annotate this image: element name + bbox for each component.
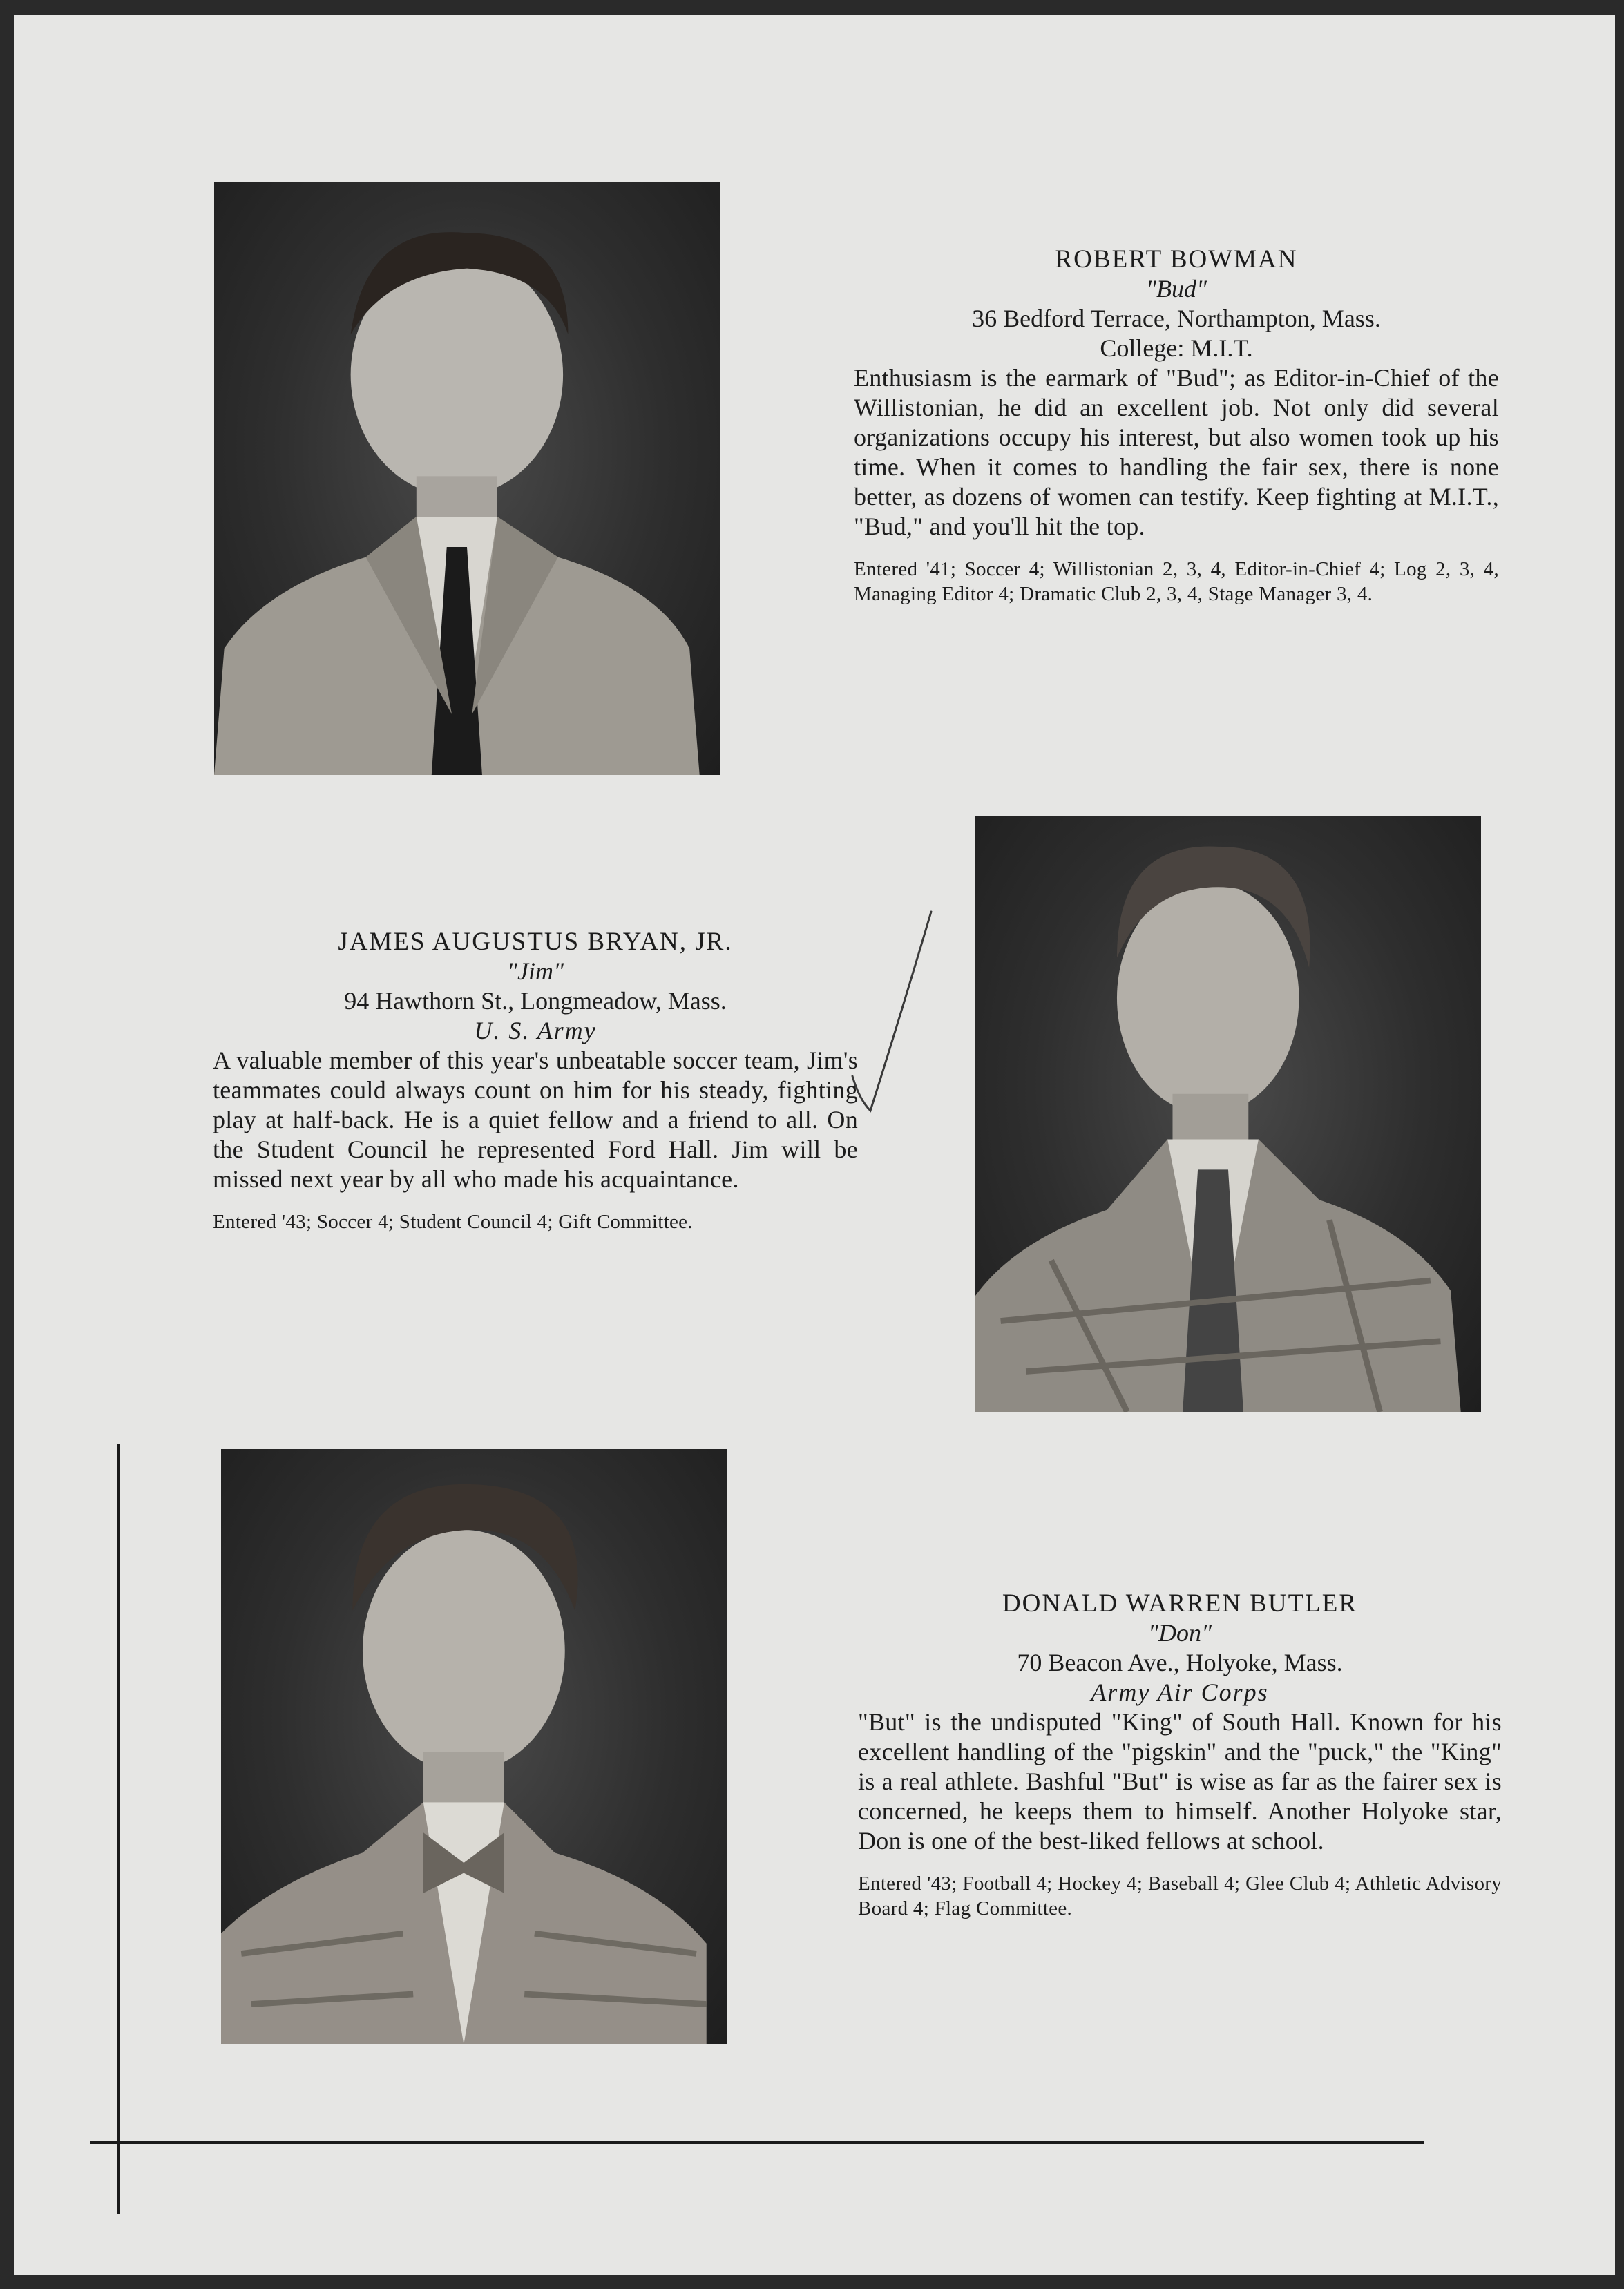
student-description: A valuable member of this year's unbeatable soccer team, Jim's teammates could always count on him for his steady, fighting play at half-back. He is a quiet fellow and a friend to all. On the Student Council he represented Ford Hall. Jim will be missed next year by all who made his acquaintance. (213, 1046, 858, 1193)
student-record: Entered '41; Soccer 4; Willistonian 2, 3, 4, Editor-in-Chief 4; Log 2, 3, 4, Managing Editor 4; Dramatic Club 2, 3, 4, Stage Manager 3, 4. (854, 558, 1499, 605)
portrait-photo-butler (221, 1449, 727, 2044)
pencil-checkmark-icon (850, 906, 933, 1120)
student-name: DONALD WARREN BUTLER (1002, 1589, 1358, 1618)
student-record: Entered '43; Football 4; Hockey 4; Baseball 4; Glee Club 4; Athletic Advisory Board 4; Flag Committee. (858, 1873, 1502, 1919)
portrait-photo-bowman (214, 182, 720, 775)
student-address: 36 Bedford Terrace, Northampton, Mass. (972, 305, 1381, 332)
student-name: ROBERT BOWMAN (1055, 245, 1298, 274)
student-nickname: "Jim" (506, 957, 564, 985)
student-description: Enthusiasm is the earmark of "Bud"; as Editor-in-Chief of the Willistonian, he did an excellent job. Not only did several organizations occupy his interest, but also women took up his time. When it comes to handling the fair sex, there is none better, as dozens of women can testify. Keep fighting at M.I.T., "Bud," and you'll hit the top. (854, 364, 1499, 540)
bottom-horizontal-rule (90, 2141, 1424, 2144)
student-name: JAMES AUGUSTUS BRYAN, JR. (338, 928, 733, 956)
student-record: Entered '43; Soccer 4; Student Council 4; Gift Committee. (213, 1211, 693, 1233)
yearbook-page (14, 15, 1615, 2275)
student-college: Army Air Corps (1091, 1678, 1269, 1706)
student-college: U. S. Army (474, 1017, 597, 1044)
student-address: 70 Beacon Ave., Holyoke, Mass. (1017, 1649, 1343, 1676)
student-college: College: M.I.T. (1100, 334, 1253, 362)
entry-butler (858, 1589, 1502, 1921)
student-address: 94 Hawthorn St., Longmeadow, Mass. (344, 987, 727, 1015)
student-nickname: "Don" (1147, 1619, 1212, 1647)
entry-bowman (854, 245, 1499, 606)
entry-bryan (213, 927, 858, 1234)
student-description: "But" is the undisputed "King" of South Hall. Known for his excellent handling of the "pigskin" and the "puck," the "King" is a real athlete. Bashful "But" is wise as far as the fairer sex is concerned, he keeps them to himself. Another Holyoke star, Don is one of the best-liked fellows at school. (858, 1708, 1502, 1855)
left-vertical-rule (117, 1444, 120, 2214)
student-nickname: "Bud" (1145, 275, 1207, 303)
portrait-photo-bryan (975, 816, 1481, 1412)
